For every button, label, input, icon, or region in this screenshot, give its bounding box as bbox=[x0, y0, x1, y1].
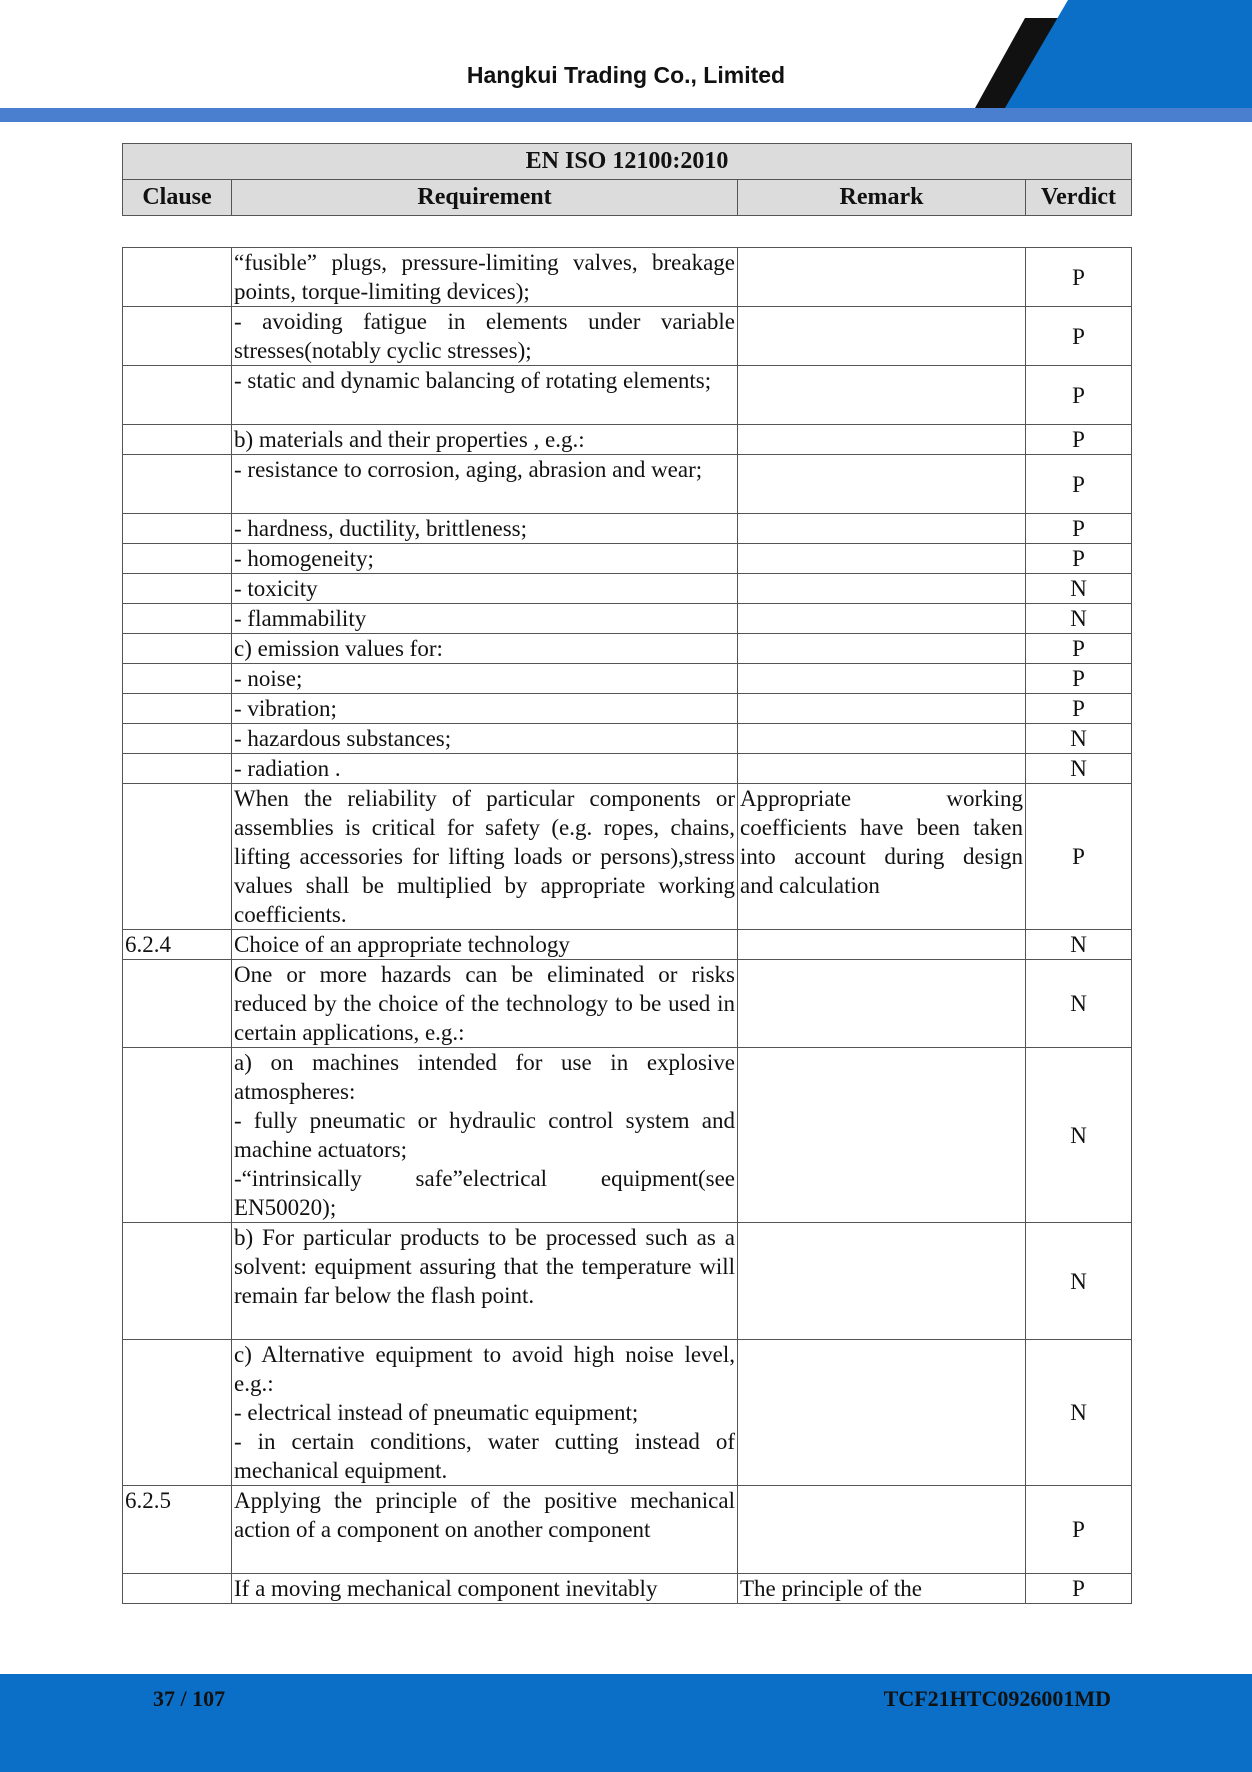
clause-cell bbox=[123, 784, 232, 930]
clause-cell bbox=[123, 604, 232, 634]
clause-cell bbox=[123, 1048, 232, 1223]
table-row bbox=[123, 694, 1132, 724]
clause-cell bbox=[123, 248, 232, 307]
remark-cell bbox=[738, 604, 1026, 634]
remark-cell bbox=[738, 307, 1026, 366]
clause-cell bbox=[123, 307, 232, 366]
remark-cell bbox=[738, 514, 1026, 544]
clause-cell bbox=[123, 425, 232, 455]
remark-cell bbox=[738, 754, 1026, 784]
remark-cell bbox=[738, 664, 1026, 694]
requirement-cell: c) Alternative equipment to avoid high noise level, e.g.: - electrical instead of pneumatic equipment; - in certain conditions, water cutting instead of mechanical equipment. bbox=[232, 1340, 738, 1486]
verdict-cell: N bbox=[1026, 724, 1132, 754]
clause-cell: 6.2.5 bbox=[123, 1486, 232, 1574]
requirement-cell: - toxicity bbox=[232, 574, 738, 604]
remark-cell bbox=[738, 425, 1026, 455]
table-header bbox=[122, 143, 1132, 216]
verdict-cell: P bbox=[1026, 634, 1132, 664]
requirement-cell: If a moving mechanical component inevitably bbox=[232, 1574, 738, 1604]
requirement-cell: Choice of an appropriate technology bbox=[232, 930, 738, 960]
remark-cell bbox=[738, 1048, 1026, 1223]
verdict-cell: P bbox=[1026, 784, 1132, 930]
remark-cell bbox=[738, 634, 1026, 664]
verdict-cell: N bbox=[1026, 960, 1132, 1048]
table-row bbox=[123, 544, 1132, 574]
verdict-cell: N bbox=[1026, 574, 1132, 604]
verdict-cell: P bbox=[1026, 1486, 1132, 1574]
requirement-cell: b) For particular products to be processed such as a solvent: equipment assuring that the temperature will remain far below the flash point. bbox=[232, 1223, 738, 1340]
clause-cell bbox=[123, 574, 232, 604]
remark-cell bbox=[738, 724, 1026, 754]
company-name: Hangkui Trading Co., Limited bbox=[466, 62, 786, 88]
requirement-cell: - hardness, ductility, brittleness; bbox=[232, 514, 738, 544]
requirement-cell: a) on machines intended for use in explosive atmospheres: - fully pneumatic or hydraulic control system and machine actuators; -“intrinsically safe”electrical equipment(see EN50020); bbox=[232, 1048, 738, 1223]
table-row bbox=[123, 248, 1132, 307]
verdict-cell: N bbox=[1026, 754, 1132, 784]
clause-cell: 6.2.4 bbox=[123, 930, 232, 960]
requirement-cell: - avoiding fatigue in elements under variable stresses(notably cyclic stresses); bbox=[232, 307, 738, 366]
requirement-cell: - radiation . bbox=[232, 754, 738, 784]
verdict-cell: N bbox=[1026, 930, 1132, 960]
remark-cell bbox=[738, 544, 1026, 574]
requirement-cell: - vibration; bbox=[232, 694, 738, 724]
requirement-cell: - flammability bbox=[232, 604, 738, 634]
remark-cell bbox=[738, 455, 1026, 514]
requirement-cell: - resistance to corrosion, aging, abrasion and wear; bbox=[232, 455, 738, 514]
verdict-cell: N bbox=[1026, 1223, 1132, 1340]
table-row bbox=[123, 425, 1132, 455]
table-row bbox=[123, 960, 1132, 1048]
standard-title: EN ISO 12100:2010 bbox=[123, 144, 1132, 180]
clause-cell bbox=[123, 960, 232, 1048]
verdict-cell: P bbox=[1026, 366, 1132, 425]
table-row bbox=[123, 664, 1132, 694]
table-row bbox=[123, 1574, 1132, 1604]
clause-cell bbox=[123, 455, 232, 514]
table-row bbox=[123, 784, 1132, 930]
clause-cell bbox=[123, 1340, 232, 1486]
table-row bbox=[123, 1340, 1132, 1486]
verdict-header: Verdict bbox=[1026, 180, 1132, 216]
clause-cell bbox=[123, 724, 232, 754]
table-row bbox=[123, 514, 1132, 544]
verdict-cell: N bbox=[1026, 1340, 1132, 1486]
remark-header: Remark bbox=[738, 180, 1026, 216]
table-row bbox=[123, 1486, 1132, 1574]
page-number: 37 / 107 bbox=[153, 1686, 226, 1711]
clause-cell bbox=[123, 634, 232, 664]
clause-cell bbox=[123, 754, 232, 784]
clause-cell bbox=[123, 1223, 232, 1340]
requirement-cell: c) emission values for: bbox=[232, 634, 738, 664]
report-number: TCF21HTC0926001MD bbox=[883, 1686, 1111, 1711]
requirement-cell: Applying the principle of the positive mechanical action of a component on another component bbox=[232, 1486, 738, 1574]
requirement-cell: “fusible” plugs, pressure-limiting valves, breakage points, torque-limiting devices); bbox=[232, 248, 738, 307]
header-bar bbox=[0, 108, 1252, 122]
remark-cell bbox=[738, 366, 1026, 425]
table-row bbox=[123, 634, 1132, 664]
verdict-cell: P bbox=[1026, 694, 1132, 724]
requirement-header: Requirement bbox=[232, 180, 738, 216]
table-row bbox=[123, 930, 1132, 960]
table-row bbox=[123, 307, 1132, 366]
table-row bbox=[123, 574, 1132, 604]
table-row bbox=[123, 455, 1132, 514]
requirement-cell: - hazardous substances; bbox=[232, 724, 738, 754]
table-row bbox=[123, 754, 1132, 784]
requirements-table bbox=[122, 247, 1132, 1604]
requirement-cell: - noise; bbox=[232, 664, 738, 694]
verdict-cell: P bbox=[1026, 1574, 1132, 1604]
verdict-cell: P bbox=[1026, 514, 1132, 544]
table-row bbox=[123, 366, 1132, 425]
verdict-cell: P bbox=[1026, 425, 1132, 455]
clause-header: Clause bbox=[123, 180, 232, 216]
verdict-cell: P bbox=[1026, 248, 1132, 307]
table-row bbox=[123, 1223, 1132, 1340]
clause-cell bbox=[123, 544, 232, 574]
verdict-cell: P bbox=[1026, 307, 1132, 366]
remark-cell bbox=[738, 574, 1026, 604]
verdict-cell: N bbox=[1026, 604, 1132, 634]
remark-cell bbox=[738, 960, 1026, 1048]
clause-cell bbox=[123, 514, 232, 544]
verdict-cell: P bbox=[1026, 664, 1132, 694]
table-row bbox=[123, 1048, 1132, 1223]
requirement-cell: One or more hazards can be eliminated or risks reduced by the choice of the technology to be used in certain applications, e.g.: bbox=[232, 960, 738, 1048]
remark-cell bbox=[738, 1486, 1026, 1574]
verdict-cell: P bbox=[1026, 455, 1132, 514]
remark-cell: Appropriate working coefficients have been taken into account during design and calculation bbox=[738, 784, 1026, 930]
requirement-cell: When the reliability of particular components or assemblies is critical for safety (e.g. ropes, chains, lifting accessories for lifting loads or persons),stress values shall be multiplied by appropriate working coefficients. bbox=[232, 784, 738, 930]
clause-cell bbox=[123, 1574, 232, 1604]
clause-cell bbox=[123, 694, 232, 724]
remark-cell bbox=[738, 248, 1026, 307]
verdict-cell: P bbox=[1026, 544, 1132, 574]
clause-cell bbox=[123, 664, 232, 694]
remark-cell bbox=[738, 1223, 1026, 1340]
remark-cell bbox=[738, 694, 1026, 724]
remark-cell: The principle of the bbox=[738, 1574, 1026, 1604]
remark-cell bbox=[738, 1340, 1026, 1486]
verdict-cell: N bbox=[1026, 1048, 1132, 1223]
requirement-cell: - static and dynamic balancing of rotating elements; bbox=[232, 366, 738, 425]
remark-cell bbox=[738, 930, 1026, 960]
requirement-cell: b) materials and their properties , e.g.: bbox=[232, 425, 738, 455]
table-row bbox=[123, 604, 1132, 634]
requirement-cell: - homogeneity; bbox=[232, 544, 738, 574]
clause-cell bbox=[123, 366, 232, 425]
table-row bbox=[123, 724, 1132, 754]
